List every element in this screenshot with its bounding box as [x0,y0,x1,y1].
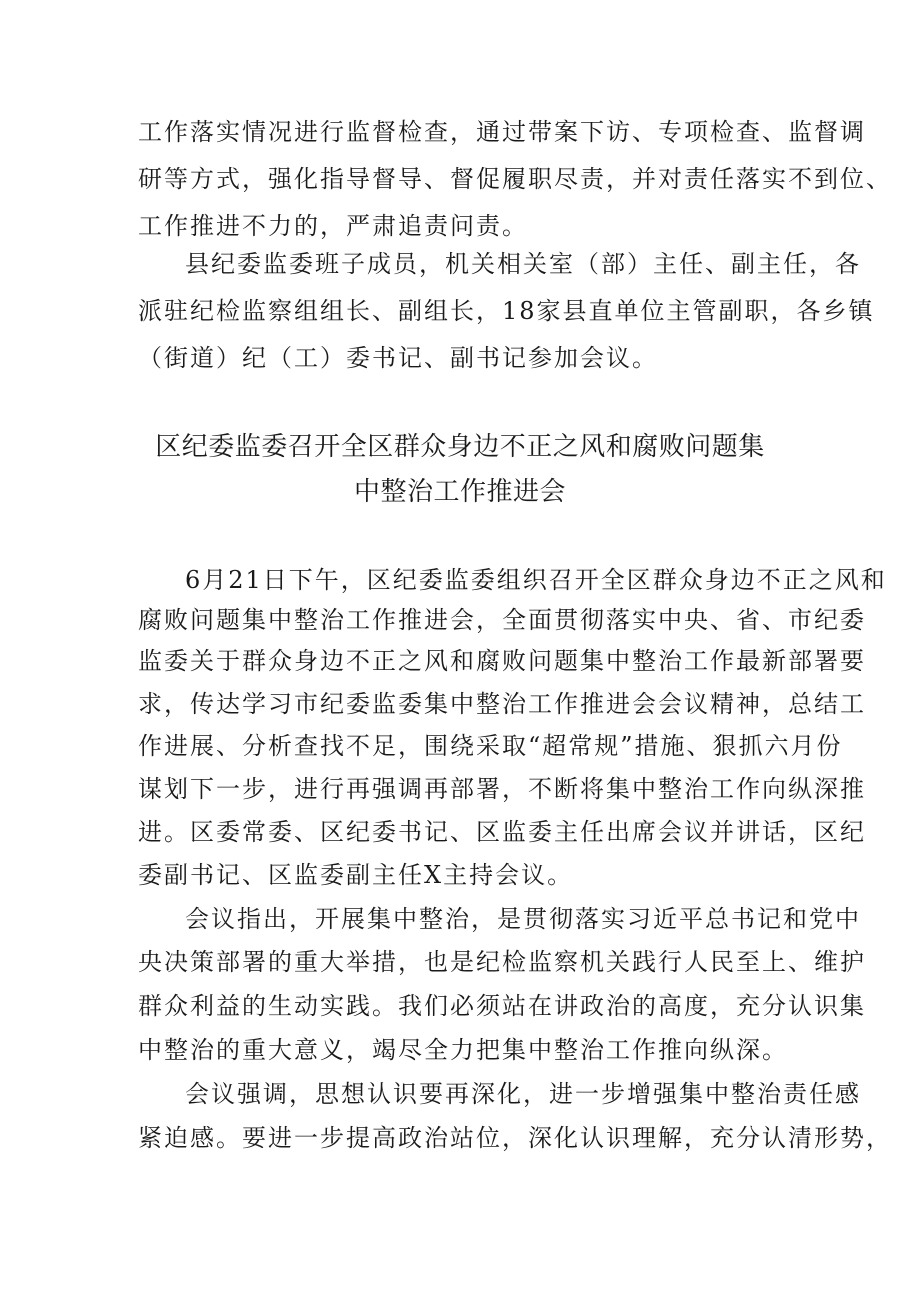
paragraph-line: （街道）纪（工）委书记、副书记参加会议。 [138,344,658,372]
paragraph-line: 监委关于群众身边不正之风和腐败问题集中整治工作最新部署要 [138,647,866,675]
paragraph-line: 工作落实情况进行监督检查，通过带案下访、专项检查、监督调 [138,118,866,146]
paragraph-line: 研等方式，强化指导督导、督促履职尽责，并对责任落实不到位、 [138,165,892,193]
paragraph-line: 央决策部署的重大举措，也是纪检监察机关践行人民至上、维护 [138,948,866,976]
paragraph-line: 腐败问题集中整治工作推进会，全面贯彻落实中央、省、市纪委 [138,606,866,634]
paragraph-line: 中整治的重大意义，竭尽全力把集中整治工作推向纵深。 [138,1036,788,1064]
paragraph-line: 6月21日下午，区纪委监委组织召开全区群众身边不正之风和 [185,566,887,594]
paragraph-line: 紧迫感。要进一步提高政治站位，深化认识理解，充分认清形势， [138,1124,892,1152]
paragraph-line: 县纪委监委班子成员，机关相关室（部）主任、副主任，各 [185,250,861,278]
paragraph-line: 会议强调，思想认识要再深化，进一步增强集中整治责任感 [185,1080,861,1108]
paragraph-line: 求，传达学习市纪委监委集中整治工作推进会会议精神，总结工 [138,690,866,718]
article-title: 中整治工作推进会 [353,477,566,507]
article-title: 区纪委监委召开全区群众身边不正之风和腐败问题集 [155,432,765,462]
paragraph-line: 工作推进不力的，严肃追责问责。 [138,212,528,240]
paragraph-line: 派驻纪检监察组组长、副组长，18家县直单位主管副职，各乡镇 [138,297,875,325]
paragraph-line: 委副书记、区监委副主任X主持会议。 [138,861,574,889]
paragraph-line: 谋划下一步，进行再强调再部署，不断将集中整治工作向纵深推 [138,775,866,803]
paragraph-line: 进。区委常委、区纪委书记、区监委主任出席会议并讲话，区纪 [138,818,866,846]
paragraph-line: 会议指出，开展集中整治，是贯彻落实习近平总书记和党中 [185,905,861,933]
paragraph-line: 群众利益的生动实践。我们必须站在讲政治的高度，充分认识集 [138,992,866,1020]
paragraph-line: 作进展、分析查找不足，围绕采取“超常规”措施、狠抓六月份 [138,732,843,760]
